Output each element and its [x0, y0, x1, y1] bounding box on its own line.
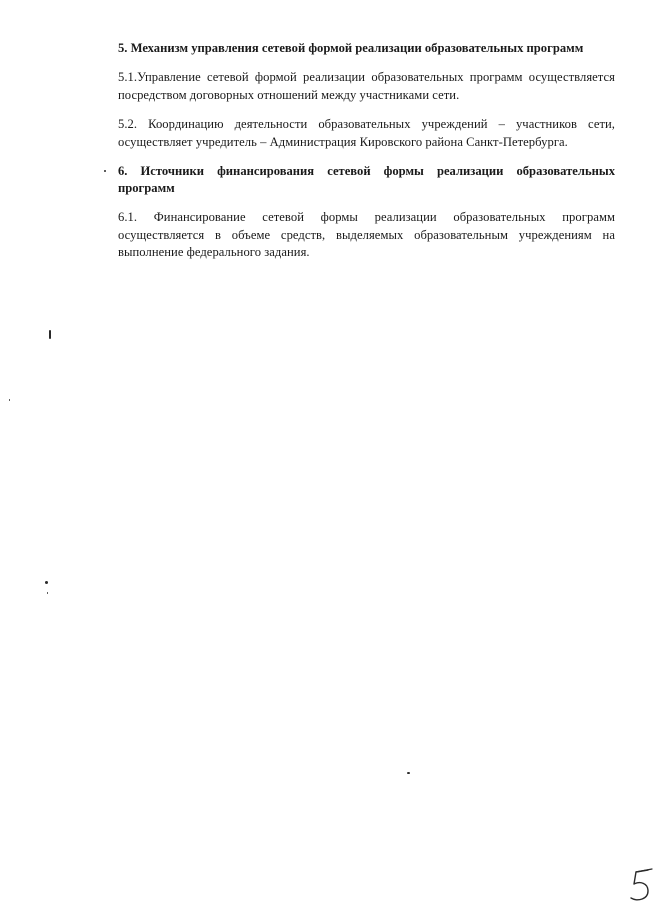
scan-speck: [9, 399, 10, 401]
scan-speck: [49, 330, 51, 339]
document-body: [118, 40, 615, 274]
scan-speck: [45, 581, 48, 584]
paragraph-6-1: 6.1. Финансирование сетевой формы реализации образовательных программ осуществляется в объеме средств, выделяемых образовательным учреждениям на выполнение федерального задания.: [118, 210, 615, 259]
section-6-heading: 6. Источники финансирования сетевой формы реализации образовательных программ: [118, 164, 615, 195]
scan-speck: [104, 170, 106, 172]
section-5-heading: 5. Механизм управления сетевой формой реализации образовательных программ: [118, 41, 584, 55]
paragraph-5-2: 5.2. Координацию деятельности образовательных учреждений – участников сети, осуществляет учредитель – Администрация Кировского района Санкт-Петербурга.: [118, 117, 615, 149]
paragraph-5-1: 5.1.Управление сетевой формой реализации образовательных программ осуществляется посредством договорных отношений между участниками сети.: [118, 70, 615, 102]
scan-speck: [407, 772, 410, 774]
handwritten-page-number: [626, 866, 658, 906]
scan-speck: [47, 592, 48, 594]
